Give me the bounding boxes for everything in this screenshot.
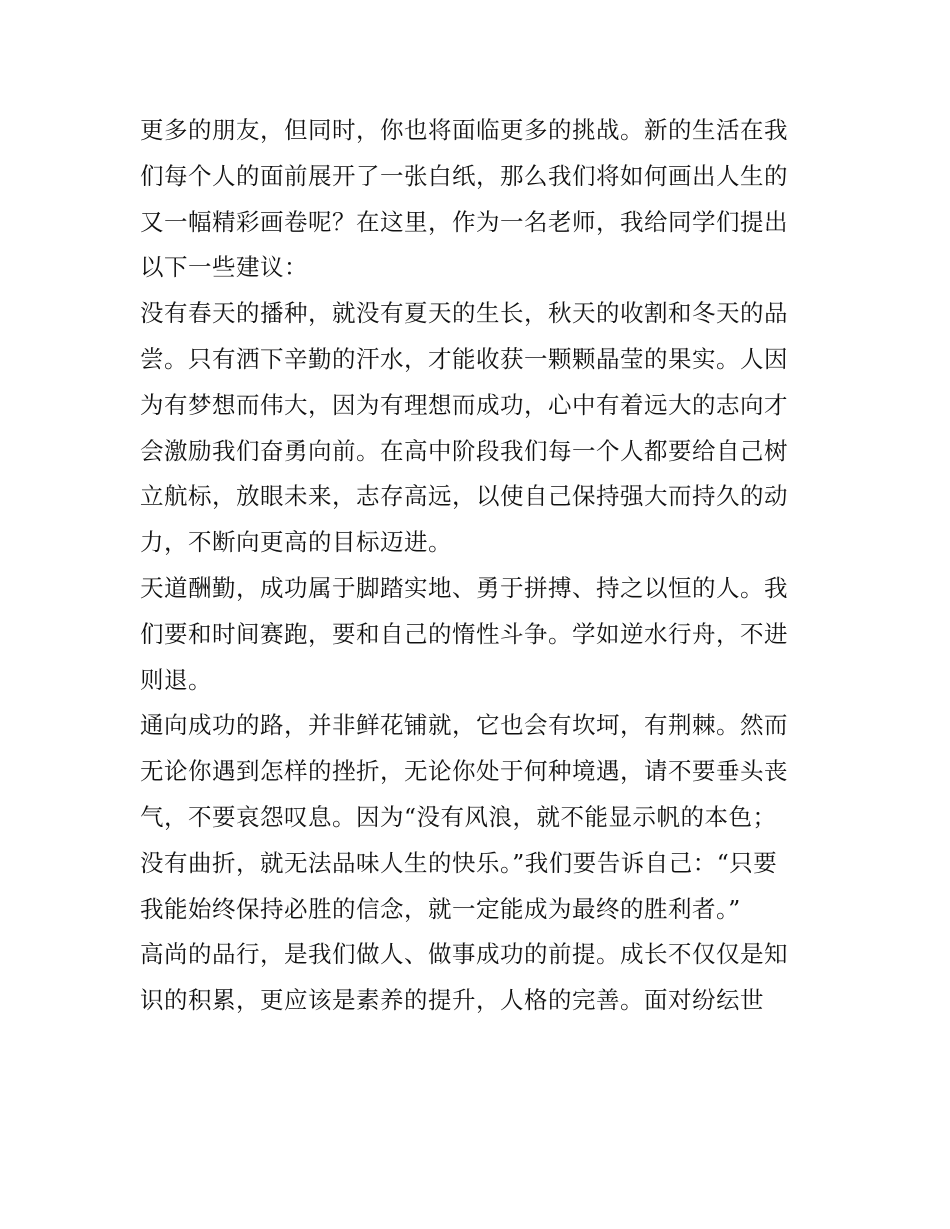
- text-line: 通向成功的路，并非鲜花铺就，它也会有坎坷，有荆棘。然而: [140, 711, 788, 740]
- text-line: 没有春天的播种，就没有夏天的生长，秋天的收割和冬天的品: [140, 299, 788, 328]
- text-line: 我能始终保持必胜的信念，就一定能成为最终的胜利者。”: [140, 894, 741, 923]
- text-line: 识的积累，更应该是素养的提升，人格的完善。面对纷纭世: [140, 986, 764, 1015]
- text-line: 无论你遇到怎样的挫折，无论你处于何种境遇，请不要垂头丧: [140, 757, 788, 786]
- text-line: 没有曲折，就无法品味人生的快乐。”我们要告诉自己：“只要: [140, 848, 778, 877]
- text-line: 高尚的品行，是我们做人、做事成功的前提。成长不仅仅是知: [140, 940, 788, 969]
- text-line: 则退。: [140, 665, 212, 694]
- text-line: 气，不要哀怨叹息。因为“没有风浪，就不能显示帆的本色；: [140, 802, 777, 831]
- text-line: 以下一些建议：: [140, 253, 308, 282]
- text-line: 为有梦想而伟大，因为有理想而成功，心中有着远大的志向才: [140, 390, 788, 419]
- text-line: 立航标，放眼未来，志存高远，以使自己保持强大而持久的动: [140, 482, 788, 511]
- text-line: 们要和时间赛跑，要和自己的惰性斗争。学如逆水行舟，不进: [140, 619, 788, 648]
- text-line: 尝。只有洒下辛勤的汗水，才能收获一颗颗晶莹的果实。人因: [140, 344, 788, 373]
- text-line: 力，不断向更高的目标迈进。: [140, 528, 452, 557]
- text-line: 又一幅精彩画卷呢？在这里，作为一名老师，我给同学们提出: [140, 207, 788, 236]
- text-line: 们每个人的面前展开了一张白纸，那么我们将如何画出人生的: [140, 161, 788, 190]
- text-line: 更多的朋友，但同时，你也将面临更多的挑战。新的生活在我: [140, 116, 788, 144]
- body-text: [140, 108, 820, 1024]
- text-line: 天道酬勤，成功属于脚踏实地、勇于拼搏、持之以恒的人。我: [140, 573, 788, 602]
- text-line: 会激励我们奋勇向前。在高中阶段我们每一个人都要给自己树: [140, 436, 788, 465]
